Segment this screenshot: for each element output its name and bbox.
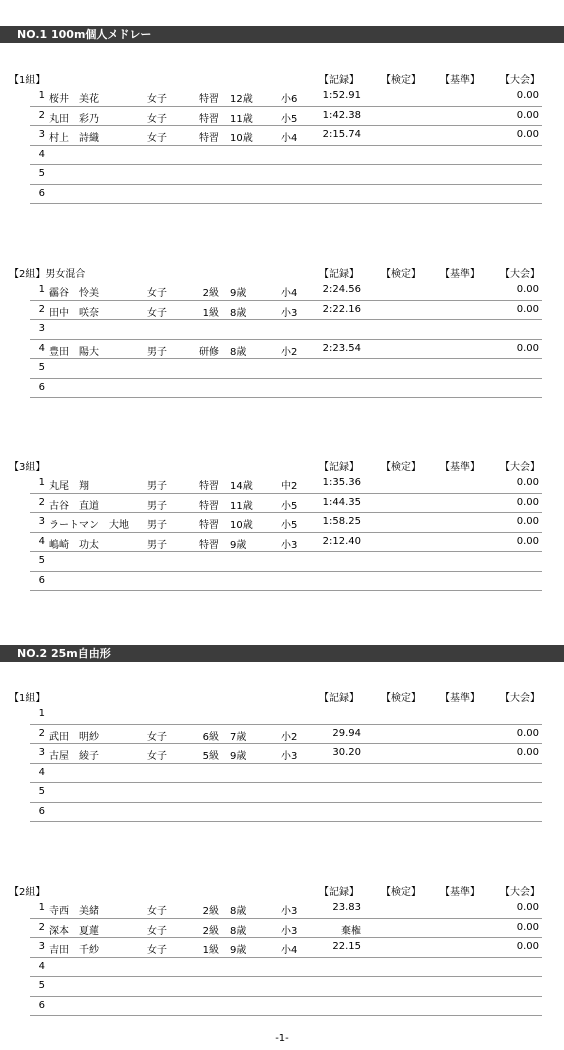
cell-age: 10歳 xyxy=(230,133,253,144)
cell-grade: 小4 xyxy=(281,945,298,956)
heat-header xyxy=(0,67,564,87)
cell-record: 23.83 xyxy=(332,902,361,913)
cell-grade: 小5 xyxy=(281,500,298,512)
cell-no: 5 xyxy=(38,555,45,566)
lane-row xyxy=(30,281,542,301)
lane-row xyxy=(30,533,542,553)
cell-record: 2:24.56 xyxy=(322,284,361,295)
lane-row xyxy=(30,513,542,533)
cell-cls: 2級 xyxy=(202,906,219,917)
cell-no: 2 xyxy=(38,496,45,508)
lane-row xyxy=(30,725,542,745)
header-record: 【記録】 xyxy=(319,462,359,473)
cell-meet: 0.00 xyxy=(516,342,539,354)
cell-sex: 女子 xyxy=(147,925,167,937)
cell-meet: 0.00 xyxy=(516,284,539,295)
cell-name: 寺西 美緒 xyxy=(49,906,99,917)
cell-record: 2:15.74 xyxy=(322,129,361,140)
cell-no: 6 xyxy=(38,187,45,199)
cell-no: 5 xyxy=(38,168,45,179)
header-check: 【検定】 xyxy=(381,887,421,898)
cell-name: 古屋 綾子 xyxy=(49,751,99,762)
header-standard: 【基準】 xyxy=(440,75,480,86)
cell-sex: 女子 xyxy=(147,945,167,956)
lane-row xyxy=(30,185,542,205)
cell-no: 3 xyxy=(38,516,45,527)
header-check: 【検定】 xyxy=(381,269,421,280)
cell-no: 4 xyxy=(38,766,45,778)
cell-record: 1:44.35 xyxy=(322,496,361,508)
cell-no: 2 xyxy=(38,303,45,315)
cell-cls: 特習 xyxy=(199,520,219,531)
cell-age: 10歳 xyxy=(230,520,253,531)
cell-name: 嶋崎 功太 xyxy=(49,539,99,551)
cell-age: 8歳 xyxy=(230,906,247,917)
heat-group xyxy=(0,685,564,822)
cell-name: 村上 詩織 xyxy=(49,133,99,144)
cell-grade: 小4 xyxy=(281,288,298,299)
cell-record: 22.15 xyxy=(332,941,361,952)
cell-no: 6 xyxy=(38,574,45,586)
lane-row xyxy=(30,938,542,958)
heat-header xyxy=(0,454,564,474)
cell-name: 吉田 千紗 xyxy=(49,945,99,956)
cell-meet: 0.00 xyxy=(516,941,539,952)
cell-no: 1 xyxy=(38,902,45,913)
cell-sex: 男子 xyxy=(147,500,167,512)
lane-row xyxy=(30,320,542,340)
cell-age: 11歳 xyxy=(230,500,253,512)
lane-row xyxy=(30,803,542,823)
cell-grade: 小3 xyxy=(281,751,298,762)
cell-name: ラートマン 大地 xyxy=(49,520,129,531)
lane-row xyxy=(30,146,542,166)
lane-row xyxy=(30,107,542,127)
header-standard: 【基準】 xyxy=(440,887,480,898)
cell-age: 9歳 xyxy=(230,288,247,299)
cell-no: 5 xyxy=(38,980,45,991)
cell-name: 深本 夏蓮 xyxy=(49,925,99,937)
cell-sex: 女子 xyxy=(147,731,167,743)
lane-row xyxy=(30,165,542,185)
cell-no: 3 xyxy=(38,129,45,140)
cell-sex: 女子 xyxy=(147,751,167,762)
header-check: 【検定】 xyxy=(381,75,421,86)
cell-meet: 0.00 xyxy=(516,747,539,758)
header-meet: 【大会】 xyxy=(500,269,540,280)
header-record: 【記録】 xyxy=(319,269,359,280)
cell-sex: 男子 xyxy=(147,481,167,492)
cell-age: 9歳 xyxy=(230,945,247,956)
header-record: 【記録】 xyxy=(319,887,359,898)
event-title-bar xyxy=(0,645,564,662)
cell-age: 11歳 xyxy=(230,113,253,125)
cell-sex: 女子 xyxy=(147,94,167,105)
cell-name: 桜井 美花 xyxy=(49,94,99,105)
heat-header xyxy=(0,685,564,705)
cell-name: 丸尾 翔 xyxy=(49,481,89,492)
lane-row xyxy=(30,494,542,514)
cell-no: 1 xyxy=(38,90,45,101)
cell-meet: 0.00 xyxy=(516,496,539,508)
cell-age: 7歳 xyxy=(230,731,247,743)
cell-cls: 2級 xyxy=(202,925,219,937)
heat-header xyxy=(0,879,564,899)
lane-row xyxy=(30,87,542,107)
header-meet: 【大会】 xyxy=(500,887,540,898)
lane-row xyxy=(30,359,542,379)
lane-row xyxy=(30,552,542,572)
cell-record: 1:35.36 xyxy=(322,477,361,488)
cell-record: 2:23.54 xyxy=(322,342,361,354)
cell-record: 29.94 xyxy=(332,727,361,739)
header-standard: 【基準】 xyxy=(440,269,480,280)
cell-name: 田中 咲奈 xyxy=(49,307,99,319)
event-title: NO.1 100m個人メドレー xyxy=(17,28,152,41)
header-meet: 【大会】 xyxy=(500,693,540,704)
cell-name: 古谷 直道 xyxy=(49,500,99,512)
cell-no: 3 xyxy=(38,323,45,334)
header-meet: 【大会】 xyxy=(500,75,540,86)
cell-age: 8歳 xyxy=(230,925,247,937)
cell-no: 1 xyxy=(38,708,45,719)
cell-no: 2 xyxy=(38,109,45,121)
cell-name: 靏谷 怜美 xyxy=(49,288,99,299)
heat-label: 【1組】 xyxy=(9,75,46,86)
cell-cls: 研修 xyxy=(199,346,219,358)
cell-record: 2:12.40 xyxy=(322,535,361,547)
cell-grade: 小5 xyxy=(281,520,298,531)
lane-row xyxy=(30,958,542,978)
cell-cls: 6級 xyxy=(202,731,219,743)
cell-cls: 特習 xyxy=(199,113,219,125)
cell-sex: 女子 xyxy=(147,906,167,917)
cell-grade: 中2 xyxy=(281,481,298,492)
cell-meet: 0.00 xyxy=(516,90,539,101)
lane-row xyxy=(30,997,542,1017)
lane-row xyxy=(30,919,542,939)
header-check: 【検定】 xyxy=(381,693,421,704)
heat-label: 【2組】男女混合 xyxy=(9,269,86,280)
lane-row xyxy=(30,379,542,399)
cell-no: 4 xyxy=(38,535,45,547)
cell-cls: 特習 xyxy=(199,94,219,105)
cell-grade: 小3 xyxy=(281,307,298,319)
cell-name: 丸田 彩乃 xyxy=(49,113,99,125)
cell-meet: 0.00 xyxy=(516,129,539,140)
cell-record: 2:22.16 xyxy=(322,303,361,315)
heat-label: 【3組】 xyxy=(9,462,46,473)
cell-sex: 男子 xyxy=(147,539,167,551)
cell-no: 2 xyxy=(38,727,45,739)
cell-name: 武田 明紗 xyxy=(49,731,99,743)
cell-meet: 0.00 xyxy=(516,516,539,527)
cell-cls: 特習 xyxy=(199,481,219,492)
cell-cls: 1級 xyxy=(202,307,219,319)
cell-no: 4 xyxy=(38,342,45,354)
lane-row xyxy=(30,899,542,919)
cell-sex: 女子 xyxy=(147,133,167,144)
lane-row xyxy=(30,126,542,146)
lane-row xyxy=(30,764,542,784)
cell-no: 2 xyxy=(38,921,45,933)
lane-row xyxy=(30,977,542,997)
heat-group xyxy=(0,879,564,1016)
cell-name: 豊田 陽大 xyxy=(49,346,99,358)
cell-no: 5 xyxy=(38,786,45,797)
cell-sex: 男子 xyxy=(147,520,167,531)
cell-sex: 女子 xyxy=(147,113,167,125)
heat-group xyxy=(0,454,564,591)
cell-grade: 小3 xyxy=(281,925,298,937)
header-check: 【検定】 xyxy=(381,462,421,473)
cell-age: 12歳 xyxy=(230,94,253,105)
lane-row xyxy=(30,572,542,592)
header-record: 【記録】 xyxy=(319,75,359,86)
cell-cls: 特習 xyxy=(199,133,219,144)
cell-grade: 小4 xyxy=(281,133,298,144)
cell-sex: 女子 xyxy=(147,307,167,319)
event-title-bar xyxy=(0,26,564,43)
cell-age: 9歳 xyxy=(230,539,247,551)
cell-no: 3 xyxy=(38,941,45,952)
cell-no: 1 xyxy=(38,284,45,295)
cell-cls: 5級 xyxy=(202,751,219,762)
heat-header xyxy=(0,261,564,281)
lane-row xyxy=(30,783,542,803)
cell-no: 6 xyxy=(38,805,45,817)
event-title: NO.2 25m自由形 xyxy=(17,647,111,660)
cell-meet: 0.00 xyxy=(516,535,539,547)
cell-grade: 小6 xyxy=(281,94,298,105)
lane-row xyxy=(30,340,542,360)
heat-group xyxy=(0,261,564,398)
cell-meet: 0.00 xyxy=(516,921,539,933)
cell-age: 14歳 xyxy=(230,481,253,492)
cell-cls: 特習 xyxy=(199,539,219,551)
cell-sex: 男子 xyxy=(147,346,167,358)
cell-no: 4 xyxy=(38,148,45,160)
cell-record: 1:52.91 xyxy=(322,90,361,101)
cell-cls: 特習 xyxy=(199,500,219,512)
cell-record: 棄権 xyxy=(341,925,361,937)
header-record: 【記録】 xyxy=(319,693,359,704)
page-number: -1- xyxy=(275,1033,289,1044)
cell-grade: 小5 xyxy=(281,113,298,125)
cell-age: 8歳 xyxy=(230,346,247,358)
header-meet: 【大会】 xyxy=(500,462,540,473)
header-standard: 【基準】 xyxy=(440,462,480,473)
cell-no: 1 xyxy=(38,477,45,488)
cell-cls: 1級 xyxy=(202,945,219,956)
heat-label: 【2組】 xyxy=(9,887,46,898)
cell-sex: 女子 xyxy=(147,288,167,299)
lane-row xyxy=(30,744,542,764)
lane-row xyxy=(30,705,542,725)
cell-meet: 0.00 xyxy=(516,303,539,315)
cell-record: 30.20 xyxy=(332,747,361,758)
heat-group xyxy=(0,67,564,204)
cell-no: 3 xyxy=(38,747,45,758)
cell-no: 6 xyxy=(38,999,45,1011)
cell-grade: 小3 xyxy=(281,906,298,917)
header-standard: 【基準】 xyxy=(440,693,480,704)
cell-meet: 0.00 xyxy=(516,477,539,488)
cell-grade: 小2 xyxy=(281,346,298,358)
cell-age: 8歳 xyxy=(230,307,247,319)
cell-record: 1:42.38 xyxy=(322,109,361,121)
cell-no: 6 xyxy=(38,381,45,393)
cell-no: 4 xyxy=(38,960,45,972)
cell-meet: 0.00 xyxy=(516,727,539,739)
cell-meet: 0.00 xyxy=(516,109,539,121)
cell-meet: 0.00 xyxy=(516,902,539,913)
heat-label: 【1組】 xyxy=(9,693,46,704)
cell-grade: 小2 xyxy=(281,731,298,743)
cell-age: 9歳 xyxy=(230,751,247,762)
cell-cls: 2級 xyxy=(202,288,219,299)
lane-row xyxy=(30,301,542,321)
cell-record: 1:58.25 xyxy=(322,516,361,527)
cell-no: 5 xyxy=(38,362,45,373)
cell-grade: 小3 xyxy=(281,539,298,551)
lane-row xyxy=(30,474,542,494)
